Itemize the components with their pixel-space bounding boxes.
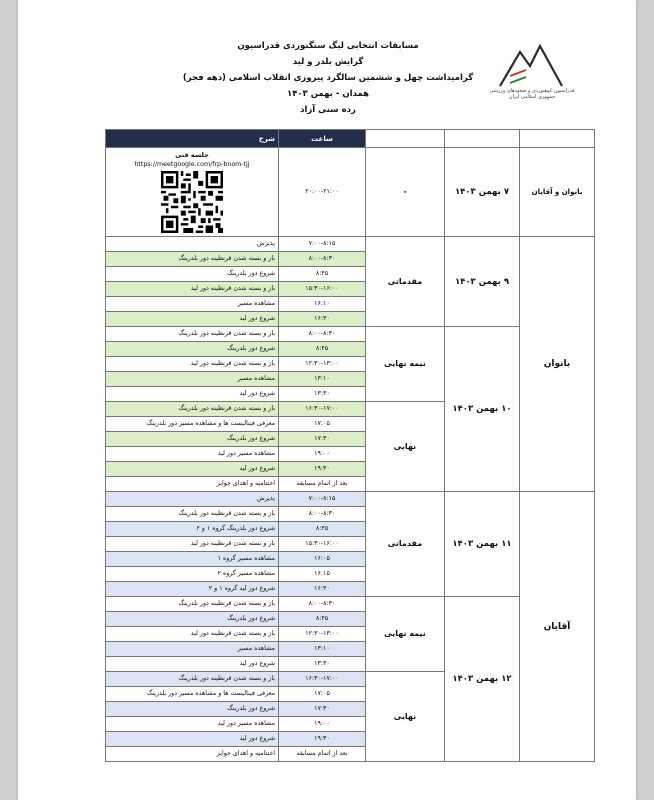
- cell-desc: مشاهده مسیر دور لید: [106, 447, 279, 462]
- cell-desc: باز و بسته شدن قرنطینه دور لید: [106, 627, 279, 642]
- cell-desc: پذیرش: [106, 492, 279, 507]
- cell-desc: باز و بسته شدن قرنطینه دور بلدرینگ: [106, 672, 279, 687]
- cell-date: ۹ بهمن ۱۴۰۳: [445, 237, 520, 327]
- table-row-tech-meeting: [106, 148, 595, 237]
- cell-time: ۱۹:۳۰: [279, 462, 366, 477]
- cell-desc: باز و بسته شدن قرنطینه دور بلدرینگ: [106, 402, 279, 417]
- cell-desc: شروع دور لید: [106, 387, 279, 402]
- cell-desc: مشاهده مسیر: [106, 642, 279, 657]
- cell-desc: باز و بسته شدن قرنطینه دور بلدرینگ: [106, 507, 279, 522]
- cell-desc: شروع دور لید: [106, 462, 279, 477]
- cell-desc: معرفی فینالیست ها و مشاهده مسیر دور بلدرینگ: [106, 417, 279, 432]
- cell-time: ۱۵:۳۰-۱۶:۰۰: [279, 537, 366, 552]
- cell-desc: مشاهده مسیر گروه ۲: [106, 567, 279, 582]
- cell-time: ۱۶:۳۰: [279, 582, 366, 597]
- table-row: [106, 492, 595, 507]
- cell-time: ۱۶:۱۵: [279, 567, 366, 582]
- cell-time: ۱۳:۱۰: [279, 372, 366, 387]
- col-header-desc: شرح: [106, 130, 279, 148]
- cell-time: ۸:۴۵: [279, 522, 366, 537]
- cell-desc: باز و بسته شدن قرنطینه دور بلدرینگ: [106, 597, 279, 612]
- cell-desc: شروع دور بلدرینگ: [106, 342, 279, 357]
- table-header-row: [106, 130, 595, 148]
- cell-time: ۱۹:۰۰: [279, 717, 366, 732]
- cell-time: ۷:۰۰-۸:۱۵: [279, 237, 366, 252]
- cell-desc: شروع دور لید: [106, 732, 279, 747]
- cell-desc: مشاهده مسیر دور لید: [106, 717, 279, 732]
- cell-desc: شروع دور بلدرینگ: [106, 702, 279, 717]
- cell-stage: نهایی: [366, 672, 445, 762]
- cell-time: ۱۵:۳۰-۱۶:۰۰: [279, 282, 366, 297]
- header-line-2: گرایش بلدر و لید: [292, 57, 364, 67]
- header-line-1: مسابقات انتخابی لیگ سنگنوردی قدراسیون: [237, 41, 419, 51]
- cell-time: ۷:۰۰-۸:۱۵: [279, 492, 366, 507]
- cell-desc: اختتامیه و اهدای جوایز: [106, 747, 279, 762]
- cell-time: ۸:۴۵: [279, 612, 366, 627]
- cell-desc: شروع دور بلدرینگ: [106, 267, 279, 282]
- cell-time: ۸:۰۰-۸:۳۰: [279, 252, 366, 267]
- cell-time: ۱۷:۰۵: [279, 417, 366, 432]
- cell-time: ۸:۰۰-۸:۳۰: [279, 327, 366, 342]
- cell-time: ۱۷:۳۰: [279, 702, 366, 717]
- cell-desc: مشاهده مسیر: [106, 297, 279, 312]
- cell-desc: شروع دور لید گروه ۱ و ۲: [106, 582, 279, 597]
- cell-time: ۸:۴۵: [279, 267, 366, 282]
- cell-time: ۱۳:۳۰: [279, 387, 366, 402]
- col-header-stage: مرحله: [366, 130, 445, 148]
- cell-date: ۷ بهمن ۱۴۰۳: [445, 148, 520, 237]
- cell-stage: مقدماتی: [366, 492, 445, 597]
- cell-desc: باز و بسته شدن قرنطینه دور بلدرینگ: [106, 252, 279, 267]
- cell-time: ۱۷:۳۰: [279, 432, 366, 447]
- cell-time: ۱۳:۳۰: [279, 657, 366, 672]
- cell-time: ۱۲:۳۰-۱۳:۰۰: [279, 357, 366, 372]
- schedule-table: [105, 129, 595, 762]
- cell-desc: پذیرش: [106, 237, 279, 252]
- table-row: [106, 237, 595, 252]
- cell-time: ۱۹:۳۰: [279, 732, 366, 747]
- cell-time: ۸:۴۵: [279, 342, 366, 357]
- cell-time: ۸:۰۰-۸:۳۰: [279, 507, 366, 522]
- cell-desc: باز و بسته شدن قرنطینه دور لید: [106, 537, 279, 552]
- cell-date: ۱۱ بهمن ۱۴۰۳: [445, 492, 520, 597]
- cell-desc: شروع دور بلدرینگ گروه ۱ و ۲: [106, 522, 279, 537]
- cell-desc: باز و بسته شدن قرنطینه دور لید: [106, 282, 279, 297]
- cell-desc: مشاهده مسیر: [106, 372, 279, 387]
- cell-stage: نهایی: [366, 402, 445, 492]
- cell-time: ۱۹:۰۰: [279, 447, 366, 462]
- cell-time: ۲۰:۰۰-۲۱:۰۰: [279, 148, 366, 237]
- cell-desc: معرفی فینالیست ها و مشاهده مسیر دور بلدرینگ: [106, 687, 279, 702]
- cell-time: ۱۶:۱۰: [279, 297, 366, 312]
- cell-time: ۱۳:۱۰: [279, 642, 366, 657]
- cell-stage: -: [366, 148, 445, 237]
- logo-caption: فدراسیون کوهنوردی و صعودهای ورزشی جمهوری اسلامی ایران: [489, 88, 575, 100]
- cell-stage: نیمه نهایی: [366, 597, 445, 672]
- cell-time: ۱۷:۰۵: [279, 687, 366, 702]
- qr-code-icon[interactable]: [161, 171, 223, 233]
- cell-stage: مقدماتی: [366, 237, 445, 327]
- cell-section-men: آقایان: [520, 492, 595, 762]
- document-page: [18, 0, 636, 800]
- cell-desc: مشاهده مسیر گروه ۱: [106, 552, 279, 567]
- cell-desc: باز و بسته شدن قرنطینه دور بلدرینگ: [106, 327, 279, 342]
- header-line-5: رده سنی آزاد: [300, 105, 356, 115]
- cell-section: بانوان و آقایان: [520, 148, 595, 237]
- cell-time: ۱۶:۳۰-۱۷:۰۰: [279, 402, 366, 417]
- document-header: [178, 38, 478, 118]
- cell-time: ۱۲:۳۰-۱۳:۰۰: [279, 627, 366, 642]
- cell-desc: باز و بسته شدن قرنطینه دور لید: [106, 357, 279, 372]
- header-line-3: گرامیداشت چهل و ششمین سالگرد پیروزی انقلاب اسلامی (دهه فجر): [182, 73, 474, 83]
- col-header-date: تاریخ: [445, 130, 520, 148]
- cell-tech-meeting: [106, 148, 279, 237]
- cell-section-women: بانوان: [520, 237, 595, 492]
- cell-desc: شروع دور لید: [106, 312, 279, 327]
- cell-time: ۸:۰۰-۸:۳۰: [279, 597, 366, 612]
- cell-date: ۱۰ بهمن ۱۴۰۳: [445, 327, 520, 492]
- cell-stage: نیمه نهایی: [366, 327, 445, 402]
- cell-desc: شروع دور بلدرینگ: [106, 432, 279, 447]
- cell-time: ۱۶:۳۰: [279, 312, 366, 327]
- cell-time: بعد از اتمام مسابقه: [279, 477, 366, 492]
- col-header-time: ساعت: [279, 130, 366, 148]
- header-line-4: همدان - بهمن ۱۴۰۳: [287, 89, 369, 99]
- tech-meeting-title: جلسه فنی: [175, 151, 209, 159]
- cell-time: ۱۶:۳۰-۱۷:۰۰: [279, 672, 366, 687]
- cell-desc: اختتامیه و اهدای جوایز: [106, 477, 279, 492]
- cell-date: ۱۲ بهمن ۱۴۰۳: [445, 597, 520, 762]
- col-header-section: بخش: [520, 130, 595, 148]
- cell-time: ۱۶:۰۵: [279, 552, 366, 567]
- cell-desc: شروع دور بلدرینگ: [106, 612, 279, 627]
- meeting-link[interactable]: https://meetgoogle.com/frp-bnom-tjj: [134, 161, 250, 168]
- cell-desc: شروع دور لید: [106, 657, 279, 672]
- cell-time: بعد از اتمام مسابقه: [279, 747, 366, 762]
